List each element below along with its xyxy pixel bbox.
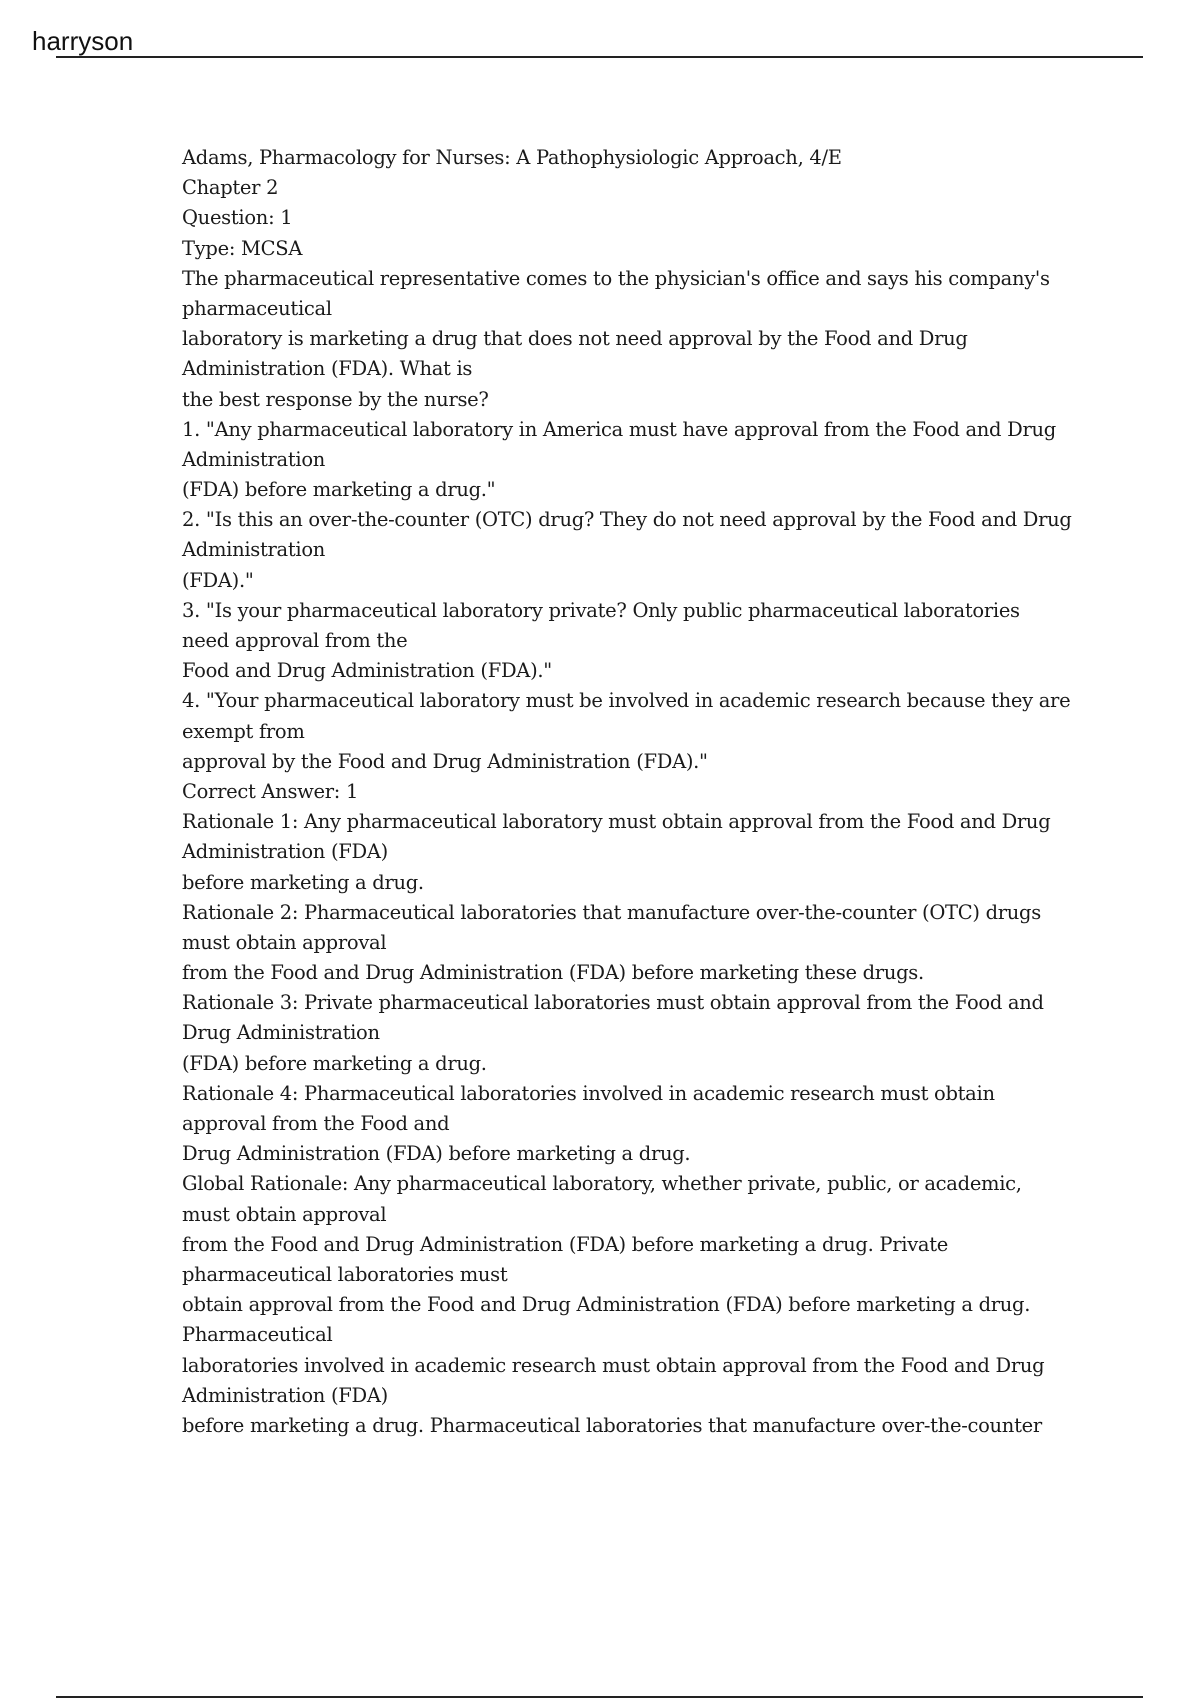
text-line: Administration (FDA) [182, 1383, 388, 1407]
text-line: obtain approval from the Food and Drug Administration (FDA) before marketing a drug. [182, 1293, 1031, 1317]
text-line: approval by the Food and Drug Administration (FDA)." [182, 749, 708, 773]
document-body [182, 143, 1082, 1441]
text-line: Administration [182, 447, 326, 471]
text-line: need approval from the [182, 629, 408, 652]
text-line: Pharmaceutical [182, 1323, 333, 1347]
text-line: Rationale 1: Any pharmaceutical laboratory must obtain approval from the Food and Drug [182, 810, 1051, 834]
text-line: Administration [182, 538, 326, 562]
text-line: Food and Drug Administration (FDA)." [182, 659, 552, 683]
text-line: pharmaceutical laboratories must [182, 1262, 508, 1286]
text-line: Rationale 3: Private pharmaceutical laboratories must obtain approval from the Food and [182, 991, 1044, 1015]
text-line: Chapter 2 [182, 176, 279, 200]
text-line: Adams, Pharmacology for Nurses: A Pathophysiologic Approach, 4/E [182, 146, 842, 169]
text-line: must obtain approval [182, 1202, 387, 1226]
header-divider [56, 56, 1143, 58]
text-line: exempt from [182, 719, 305, 743]
text-line: 4. "Your pharmaceutical laboratory must be involved in academic research because they are [182, 689, 1071, 713]
text-line: Rationale 2: Pharmaceutical laboratories that manufacture over-the-counter (OTC) drugs [182, 900, 1041, 924]
text-line: approval from the Food and [182, 1112, 450, 1135]
text-line: (FDA)." [182, 568, 254, 592]
text-line: before marketing a drug. Pharmaceutical laboratories that manufacture over-the-counter [182, 1413, 1042, 1437]
text-line: 1. "Any pharmaceutical laboratory in America must have approval from the Food and Drug [182, 417, 1056, 441]
text-line: laboratory is marketing a drug that does not need approval by the Food and Drug [182, 327, 968, 351]
text-line: Type: MCSA [182, 236, 303, 260]
text-line: Administration (FDA) [182, 840, 388, 864]
text-line: Correct Answer: 1 [182, 779, 359, 803]
text-line: the best response by the nurse? [182, 387, 489, 411]
text-line: (FDA) before marketing a drug. [182, 1051, 487, 1075]
text-line: pharmaceutical [182, 296, 332, 320]
text-line: (FDA) before marketing a drug." [182, 478, 496, 502]
text-line: before marketing a drug. [182, 870, 424, 894]
text-line: Drug Administration (FDA) before marketing a drug. [182, 1142, 691, 1166]
text-line: from the Food and Drug Administration (FDA) before marketing a drug. Private [182, 1232, 949, 1256]
text-line: from the Food and Drug Administration (FDA) before marketing these drugs. [182, 961, 924, 985]
text-line: The pharmaceutical representative comes to the physician's office and says his company's [182, 266, 1050, 290]
header-author-name: harryson [32, 26, 134, 56]
text-line: must obtain approval [182, 930, 387, 954]
text-line: 3. "Is your pharmaceutical laboratory private? Only public pharmaceutical laboratories [182, 598, 1020, 622]
text-line: Rationale 4: Pharmaceutical laboratories involved in academic research must obtain [182, 1081, 995, 1105]
text-line: Global Rationale: Any pharmaceutical laboratory, whether private, public, or academic, [182, 1172, 1022, 1196]
text-line: 2. "Is this an over-the-counter (OTC) drug? They do not need approval by the Food and Drug [182, 508, 1072, 532]
footer-divider [56, 1696, 1143, 1698]
text-line: laboratories involved in academic research must obtain approval from the Food and Drug [182, 1353, 1045, 1377]
text-line: Drug Administration [182, 1021, 380, 1045]
text-line: Administration (FDA). What is [182, 357, 473, 381]
text-line: Question: 1 [182, 206, 293, 230]
